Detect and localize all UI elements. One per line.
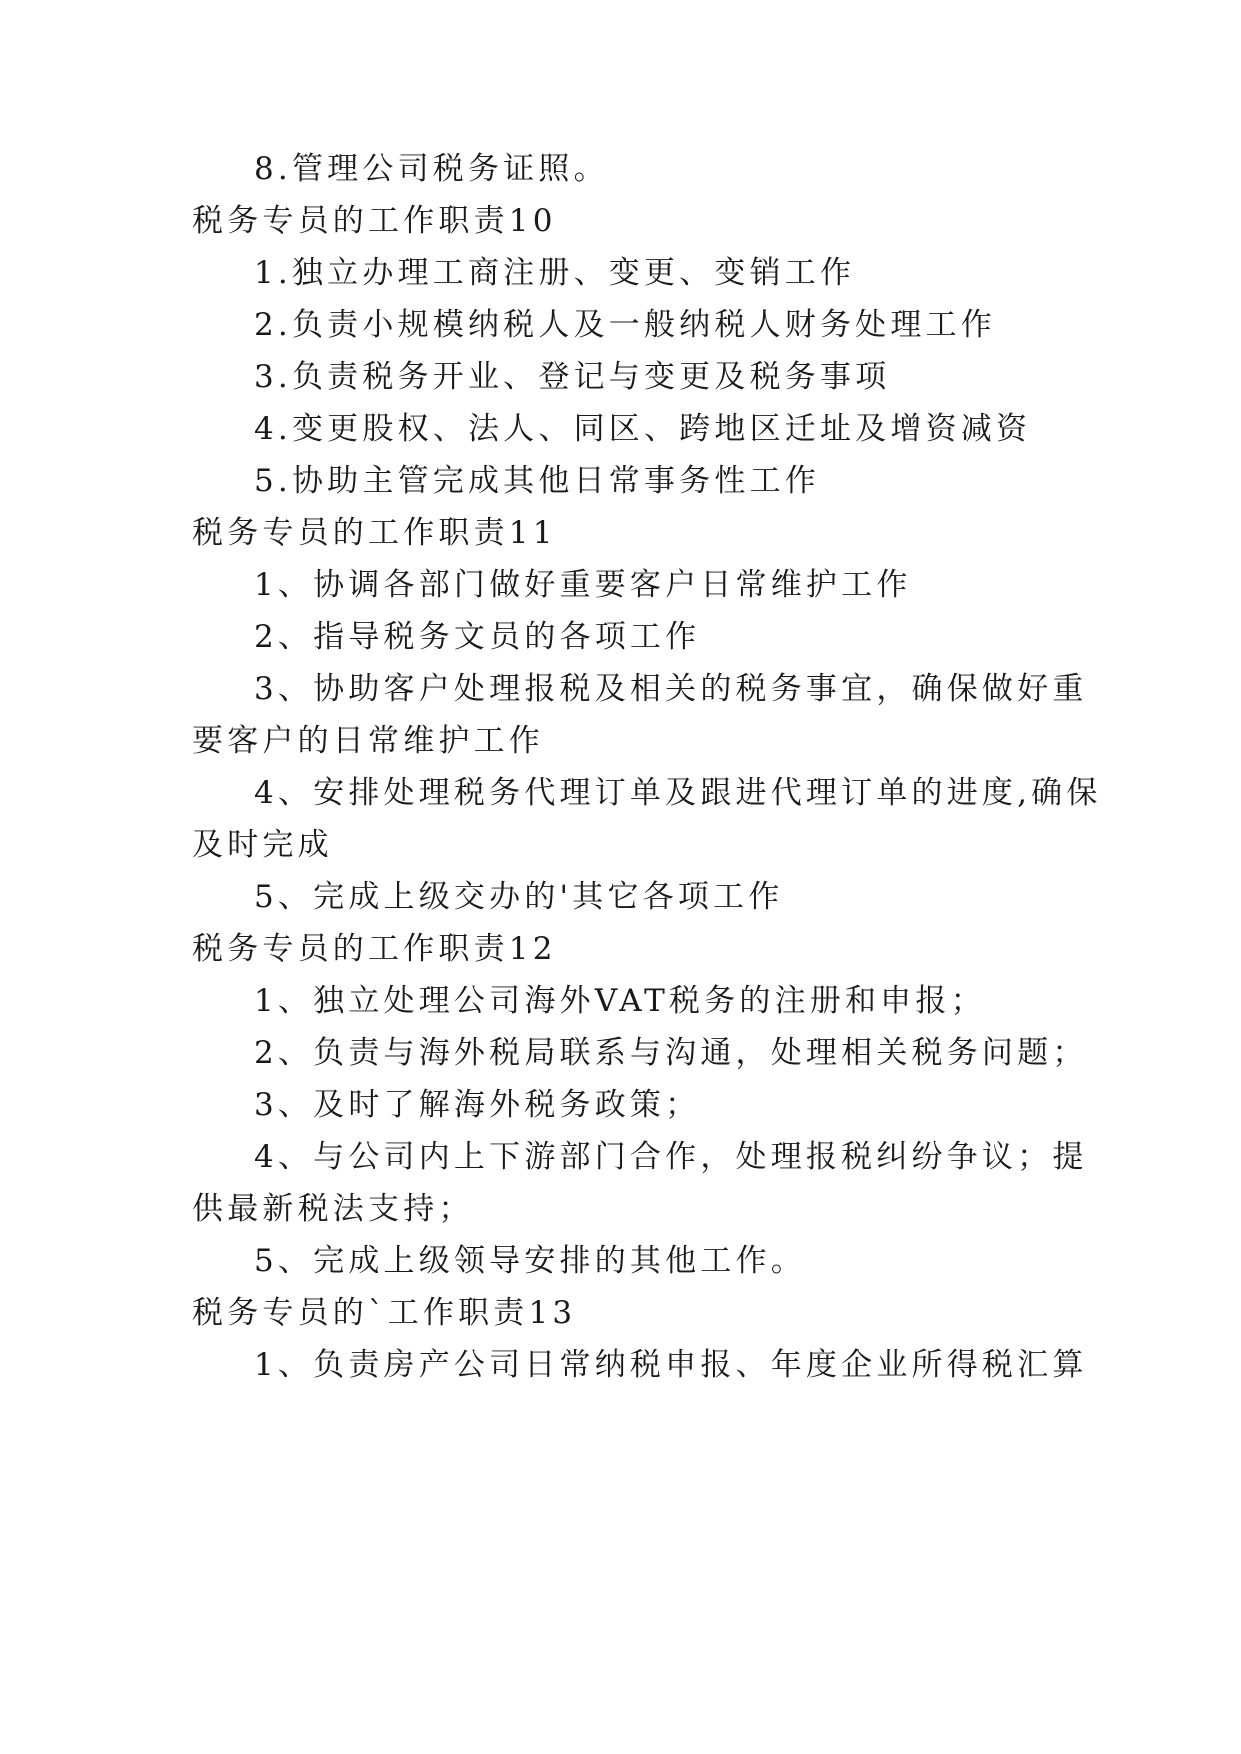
list-item: 3、及时了解海外税务政策； (254, 1087, 701, 1123)
section-heading: 税务专员的`工作职责13 (192, 1295, 577, 1331)
list-item: 1、负责房产公司日常纳税申报、年度企业所得税汇算 (254, 1347, 1088, 1383)
list-item: 8.管理公司税务证照。 (254, 151, 609, 187)
list-item: 4、与公司内上下游部门合作，处理报税纠纷争议；提 (254, 1139, 1088, 1175)
section-heading: 税务专员的工作职责12 (192, 931, 557, 967)
section-heading: 税务专员的工作职责11 (192, 515, 557, 551)
list-item: 5、完成上级交办的'其它各项工作 (254, 879, 784, 915)
list-item-continuation: 供最新税法支持； (192, 1191, 474, 1227)
list-item: 3.负责税务开业、登记与变更及税务事项 (254, 359, 891, 395)
list-item: 3、协助客户处理报税及相关的税务事宜，确保做好重 (254, 671, 1088, 707)
list-item: 2.负责小规模纳税人及一般纳税人财务处理工作 (254, 307, 996, 343)
list-item-continuation: 及时完成 (192, 827, 333, 863)
list-item: 2、指导税务文员的各项工作 (254, 619, 701, 655)
section-heading: 税务专员的工作职责10 (192, 203, 557, 239)
list-item: 1、协调各部门做好重要客户日常维护工作 (254, 567, 912, 603)
list-item: 2、负责与海外税局联系与沟通，处理相关税务问题； (254, 1035, 1088, 1071)
list-item: 5、完成上级领导安排的其他工作。 (254, 1243, 806, 1279)
list-item: 4、安排处理税务代理订单及跟进代理订单的进度,确保 (254, 775, 1102, 811)
list-item: 5.协助主管完成其他日常事务性工作 (254, 463, 820, 499)
list-item-continuation: 要客户的日常维护工作 (192, 723, 544, 759)
list-item: 1.独立办理工商注册、变更、变销工作 (254, 255, 856, 291)
list-item: 1、独立处理公司海外VAT税务的注册和申报； (254, 983, 986, 1019)
list-item: 4.变更股权、法人、同区、跨地区迁址及增资减资 (254, 411, 1032, 447)
